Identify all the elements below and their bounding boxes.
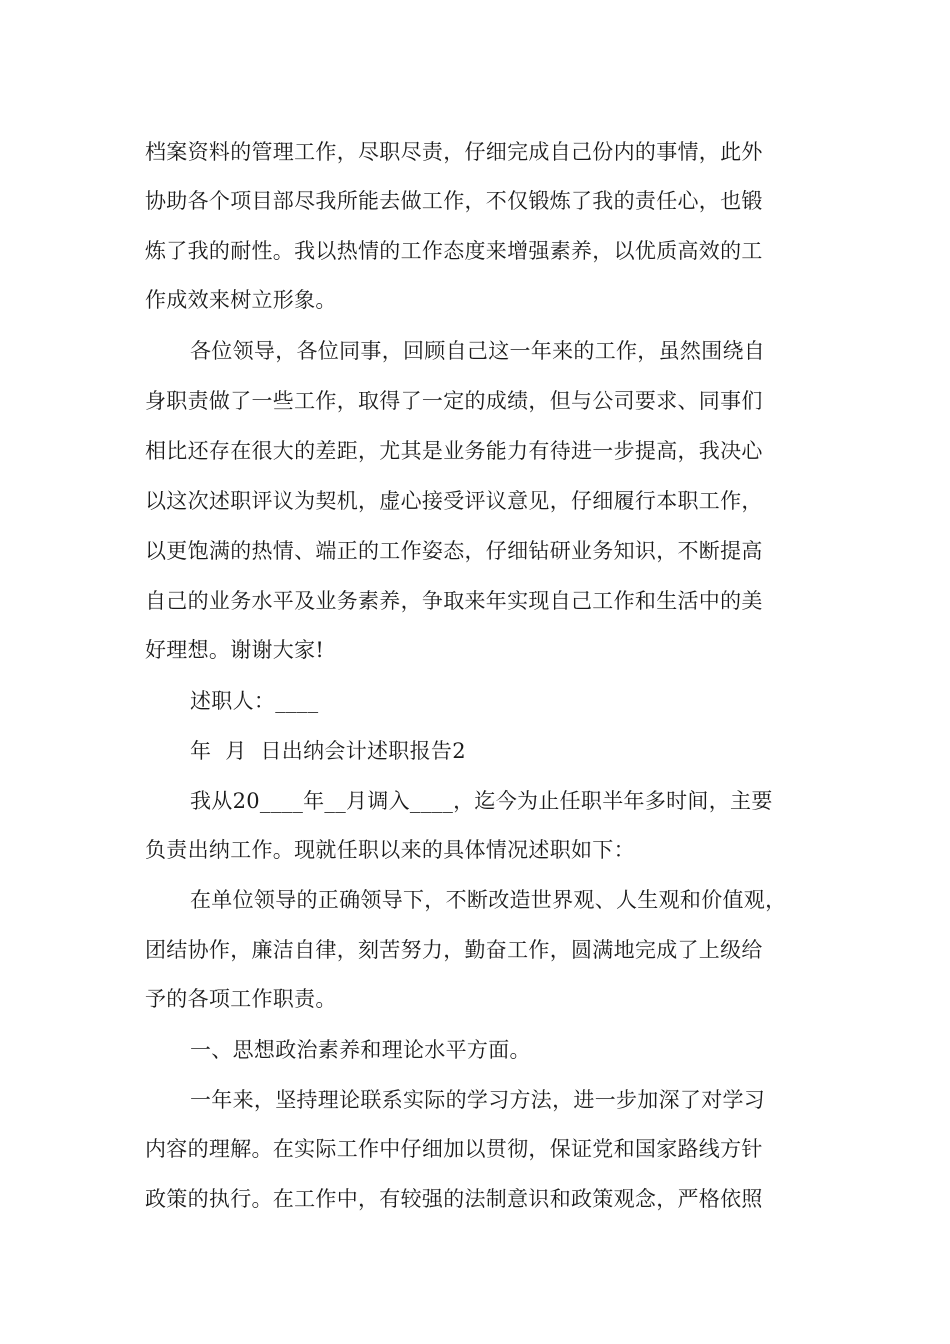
text-line: 作成效来树立形象。 [145,288,337,312]
section-title: 年 月 日出纳会计述职报告2 [190,739,466,763]
text-line: 负责出纳工作。现就任职以来的具体情况述职如下： [145,838,635,862]
subsection-heading: 一、思想政治素养和理论水平方面。 [190,1038,531,1062]
text-line: 团结协作，廉洁自律，刻苦努力，勤奋工作，圆满地完成了上级给 [145,938,763,962]
reporter-signature-line: 述职人：____ [190,689,319,713]
paragraph-start-line: 在单位领导的正确领导下，不断改造世界观、人生观和价值观， [190,888,787,912]
text-line: 相比还存在很大的差距，尤其是业务能力有待进一步提高，我决心 [145,439,763,463]
paragraph-start-line: 各位领导，各位同事，回顾自己这一年来的工作，虽然围绕自 [190,339,766,363]
text-line: 自己的业务水平及业务素养，争取来年实现自己工作和生活中的美 [145,589,763,613]
text-line: 身职责做了一些工作，取得了一定的成绩，但与公司要求、同事们 [145,389,763,413]
paragraph-start-line: 一年来，坚持理论联系实际的学习方法，进一步加深了对学习 [190,1088,766,1112]
text-line: 政策的执行。在工作中，有较强的法制意识和政策观念，严格依照 [145,1187,763,1211]
text-line: 予的各项工作职责。 [145,987,337,1011]
text-line: 以这次述职评议为契机，虚心接受评议意见，仔细履行本职工作， [145,489,763,513]
text-line: 好理想。谢谢大家! [145,638,325,662]
text-line: 档案资料的管理工作，尽职尽责，仔细完成自己份内的事情，此外 [145,140,763,164]
text-line: 炼了我的耐性。我以热情的工作态度来增强素养，以优质高效的工 [145,239,763,263]
paragraph-start-line: 我从20____年__月调入____，迄今为止任职半年多时间，主要 [190,789,773,813]
text-line: 以更饱满的热情、端正的工作姿态，仔细钻研业务知识，不断提高 [145,539,763,563]
text-line: 内容的理解。在实际工作中仔细加以贯彻，保证党和国家路线方针 [145,1137,763,1161]
text-line: 协助各个项目部尽我所能去做工作，不仅锻炼了我的责任心，也锻 [145,189,763,213]
